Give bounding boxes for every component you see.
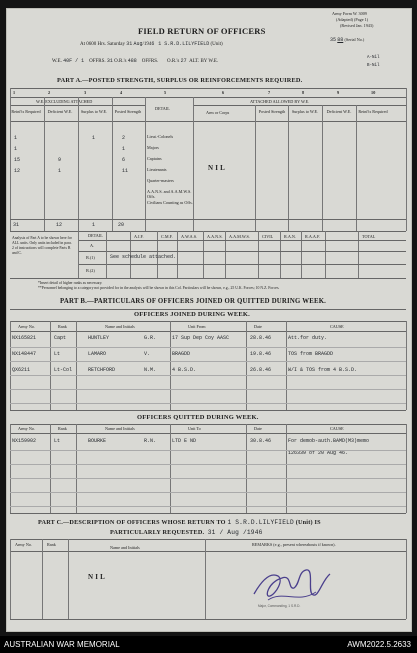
row-name: BOURKE <box>88 438 107 444</box>
hdr-deficient: Deficient W.E. <box>47 109 73 114</box>
row-unit: 17 Sup Dep Coy AASC <box>172 335 230 341</box>
detail-reinf: 15 <box>14 157 21 163</box>
detail-posted: 2 <box>122 135 126 141</box>
detail-deficient: 1 <box>58 168 62 174</box>
table-header: Unit From <box>188 324 206 329</box>
detail-posted: 1 <box>122 146 126 152</box>
table-header: Date <box>254 324 262 329</box>
table-header: Rank <box>58 324 67 329</box>
total-reinf: 31 <box>13 222 20 228</box>
analysis-text: Analysis of Part A to be shown here for ALL units. Only units included in para. 2 of instructions will complete Parts B and C. <box>12 236 72 255</box>
footer-institution: AUSTRALIAN WAR MEMORIAL <box>4 640 120 649</box>
analysis-col-header: A.A.M.W.S. <box>229 234 250 239</box>
detail-posted: 11 <box>122 168 129 174</box>
analysis-note: See schedule attached. <box>110 254 177 260</box>
row-unit: BRAGDD <box>172 351 191 357</box>
col-num-7: 7 <box>268 90 271 95</box>
table-header: Army No. <box>18 426 35 431</box>
detail-rank-label: Civilians Counting as Offs. <box>147 200 193 205</box>
analysis-col-header: TOTAL <box>362 234 376 239</box>
row-army-no: NX165821 <box>12 335 37 341</box>
analysis-row-b1: B.(1) <box>86 255 95 260</box>
detail-reinf: 1 <box>14 135 18 141</box>
analysis-detail-header: DETAIL <box>88 233 103 238</box>
row-name: HUNTLEY <box>88 335 110 341</box>
analysis-col-header: A.W.A.S. <box>181 234 198 239</box>
analysis-col-header: R.A.A.F. <box>305 234 321 239</box>
total-surplus: 1 <box>92 222 96 228</box>
hdr-deficient-att: Deficient W.E. <box>326 109 352 114</box>
row-initials: V. <box>144 351 151 357</box>
detail-rank-label: Lieut.-Colonels <box>147 134 174 139</box>
row-initials: G.R. <box>144 335 157 341</box>
row-army-no: NX159902 <box>12 438 37 444</box>
table-header: Date <box>254 426 262 431</box>
total-posted: 20 <box>118 222 125 228</box>
analysis-row-b2: B.(2) <box>86 268 95 273</box>
hdr-reinf: Reinf'ts Required <box>11 109 41 114</box>
row-name: LAMARO <box>88 351 107 357</box>
part-c-line1: PART C.—DESCRIPTION OF OFFICERS WHOSE RETURN TO 1 S.R.D.LILYFIELD (Unit) IS <box>38 519 321 526</box>
col-num-3: 3 <box>84 90 87 95</box>
footnote-2: **Personnel belonging to a category not provided for in the analysis will be shown in this Col. Particulars will be shown, e.g., 25 U.K. Forces; 10 N.Z. Forces. <box>38 286 280 290</box>
attached-allowed-header: ATTACHED ALLOWED BY W.E. <box>250 99 310 104</box>
table-header: Unit To <box>188 426 201 431</box>
col-num-5: 5 <box>164 90 167 95</box>
row-cause: For demob-auth.BAMD(M3)memo <box>288 438 370 444</box>
detail-surplus: 1 <box>92 135 96 141</box>
hdr-arm-corps: Arm or Corps <box>206 110 230 115</box>
row-initials: R.N. <box>144 438 157 444</box>
analysis-col-header: A.I.F. <box>134 234 144 239</box>
hdr-posted-att: Posted Strength <box>258 109 286 114</box>
quitted-title: OFFICERS QUITTED DURING WEEK. <box>137 414 259 421</box>
we-excluding-header: W.E. EXCLUDING ATTACHED <box>36 99 93 104</box>
table-header: Name and Initials <box>105 426 135 431</box>
row-cause: Att.for duty. <box>288 335 328 341</box>
return-date-line: At 0600 Hrs. Saturday 31 Aug/1946 1 S.R.D.LILYFIELD (Unit) <box>80 41 223 47</box>
signature-caption: Major, Commanding, 1 S.R.D. <box>258 604 301 608</box>
partc-hdr-army-no: Army No. <box>15 542 32 547</box>
col-num-8: 8 <box>302 90 305 95</box>
hdr-posted: Posted Strength <box>114 109 142 114</box>
form-ref-line1: Army Form W. 3009 <box>332 11 367 16</box>
detail-posted: 6 <box>122 157 126 163</box>
col-num-1: 1 <box>13 90 16 95</box>
col-num-9: 9 <box>337 90 340 95</box>
row-rank: Lt-Col <box>54 367 73 373</box>
footer-accession: AWM2022.5.2633 <box>347 640 411 649</box>
row-date: 28.8.46 <box>250 335 272 341</box>
row-name: RETCHFORD <box>88 367 116 373</box>
hdr-detail: DETAIL <box>155 106 170 111</box>
col-num-2: 2 <box>48 90 51 95</box>
alt-code-b: B-Nil <box>367 64 380 68</box>
row-date: 30.8.46 <box>250 438 272 444</box>
analysis-col-header: A.A.N.S. <box>207 234 223 239</box>
part-a-title: PART A.—POSTED STRENGTH, SURPLUS OR REINFORCEMENTS REQUIRED. <box>57 77 303 84</box>
detail-reinf: 1 <box>14 146 18 152</box>
analysis-col-header: CIVIL <box>262 234 274 239</box>
archive-footer <box>0 636 417 653</box>
col-num-6: 6 <box>222 90 225 95</box>
row-cause: TOS from BRAGDD <box>288 351 334 357</box>
table-header: Name and Initials <box>105 324 135 329</box>
form-ref-line2: (Adapted) (Page 1) <box>336 17 369 22</box>
row-rank: Capt <box>54 335 67 341</box>
row-unit: LTD E ND <box>172 438 197 444</box>
row-cause: W/I & TOS from 4 B.S.D. <box>288 367 358 373</box>
row-date: 26.8.46 <box>250 367 272 373</box>
form-title: FIELD RETURN OF OFFICERS <box>138 26 266 36</box>
detail-rank-label: Captains <box>147 156 162 161</box>
analysis-row-a: A. <box>90 243 95 248</box>
col-num-10: 10 <box>371 90 376 95</box>
table-header: CAUSE <box>330 324 344 329</box>
partc-hdr-rank: Rank <box>47 542 56 547</box>
table-header: Army No. <box>18 324 35 329</box>
table-header: Rank <box>58 426 67 431</box>
commander-signature <box>248 560 338 610</box>
row-rank: Lt <box>54 351 61 357</box>
row-army-no: NX148447 <box>12 351 37 357</box>
part-c-line2: PARTICULARLY REQUESTED. 31 / Aug /1946 <box>110 529 263 536</box>
detail-rank-label: Quarter-masters <box>147 178 174 183</box>
hdr-reinf-att: Reinf'ts Required <box>358 109 388 114</box>
detail-rank-label: A.A.N.S. and A.A.M.W.S. Offs. <box>147 189 192 199</box>
row-date: 19.8.46 <box>250 351 272 357</box>
total-deficient: 12 <box>56 222 63 228</box>
detail-rank-label: Lieutenants <box>147 167 167 172</box>
hdr-surplus: Surplus to W.E. <box>80 109 108 114</box>
hdr-surplus-att: Surplus to W.E. <box>291 109 319 114</box>
partc-hdr-remarks: REMARKS (e.g., present whereabouts if known). <box>252 542 336 547</box>
detail-reinf: 12 <box>14 168 21 174</box>
alt-code-a: A-Nil <box>367 56 380 60</box>
partc-hdr-name: Name and Initials <box>110 545 140 550</box>
table-header: CAUSE <box>330 426 344 431</box>
analysis-col-header: R.A.N. <box>284 234 296 239</box>
detail-rank-label: Majors <box>147 145 159 150</box>
row-cause-cont: 126339 of 20 Aug 46. <box>288 450 349 456</box>
detail-deficient: 9 <box>58 157 62 163</box>
joined-title: OFFICERS JOINED DURING WEEK. <box>134 311 250 318</box>
row-unit: 4 B.S.D. <box>172 367 197 373</box>
row-initials: N.M. <box>144 367 157 373</box>
partc-nil: N I L <box>88 573 105 581</box>
row-army-no: QX6211 <box>12 367 31 373</box>
establishment-line: W.E. 40F / 1 OFFRS. 31 O.R.'s 488 OFFRS. O.R.'s 27 ALT. BY W.E. <box>52 58 219 64</box>
footnote-1: *Insert detail of higher ranks as necessary. <box>38 281 103 285</box>
col-num-4: 4 <box>120 90 123 95</box>
form-ref-line3: (Revised Jan. 1943) <box>340 23 374 28</box>
row-rank: Lt <box>54 438 61 444</box>
analysis-col-header: C.M.F. <box>161 234 173 239</box>
attached-nil: N I L <box>208 164 225 172</box>
part-b-title: PART B.—PARTICULARS OF OFFICERS JOINED OR QUITTED DURING WEEK. <box>60 298 327 305</box>
serial-number: 35 88 (Serial No.) <box>330 37 365 43</box>
